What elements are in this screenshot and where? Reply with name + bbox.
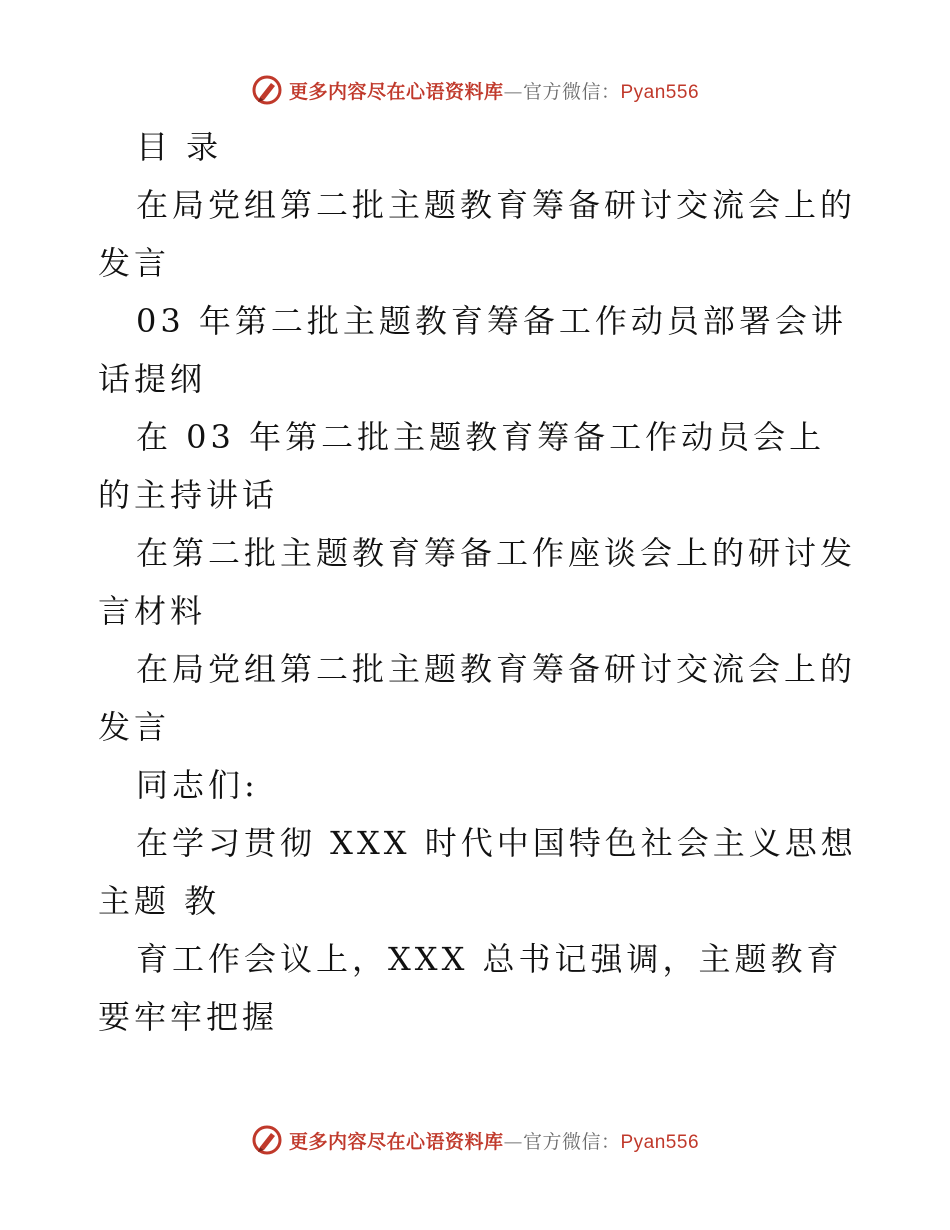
body-paragraph: 育工作会议上，XXX 总书记强调，主题教育要牢牢把握 — [98, 940, 843, 1036]
toc-item: 03 年第二批主题教育筹备工作动员部署会讲话提纲 — [98, 302, 847, 398]
document-body — [98, 118, 858, 1046]
body-paragraph: 在学习贯彻 XXX 时代中国特色社会主义思想主题 教 — [98, 824, 857, 920]
section-title: 在局党组第二批主题教育筹备研讨交流会上的发言 — [98, 650, 857, 746]
watermark-brand: 更多内容尽在心语资料库 — [288, 80, 504, 103]
toc-item: 在局党组第二批主题教育筹备研讨交流会上的发言 — [98, 186, 857, 282]
watermark-official-label: 官方微信： — [522, 1130, 621, 1153]
watermark-brand: 更多内容尽在心语资料库 — [288, 1130, 504, 1153]
salutation: 同志们: — [136, 766, 259, 804]
toc-item: 在第二批主题教育筹备工作座谈会上的研讨发言材料 — [98, 534, 857, 630]
watermark-separator: — — [503, 1130, 523, 1153]
pen-circle-logo-icon — [251, 1124, 283, 1156]
watermark-official-label: 官方微信： — [522, 80, 621, 103]
watermark-account-id: Pyan556 — [620, 81, 700, 103]
footer-watermark — [0, 1120, 950, 1160]
pen-circle-logo-icon — [251, 74, 283, 106]
header-watermark — [0, 70, 950, 110]
toc-item: 在 03 年第二批主题教育筹备工作动员会上的主持讲话 — [98, 418, 826, 514]
watermark-account-id: Pyan556 — [620, 1131, 700, 1153]
watermark-separator: — — [503, 80, 523, 103]
toc-heading: 目 录 — [136, 128, 223, 166]
